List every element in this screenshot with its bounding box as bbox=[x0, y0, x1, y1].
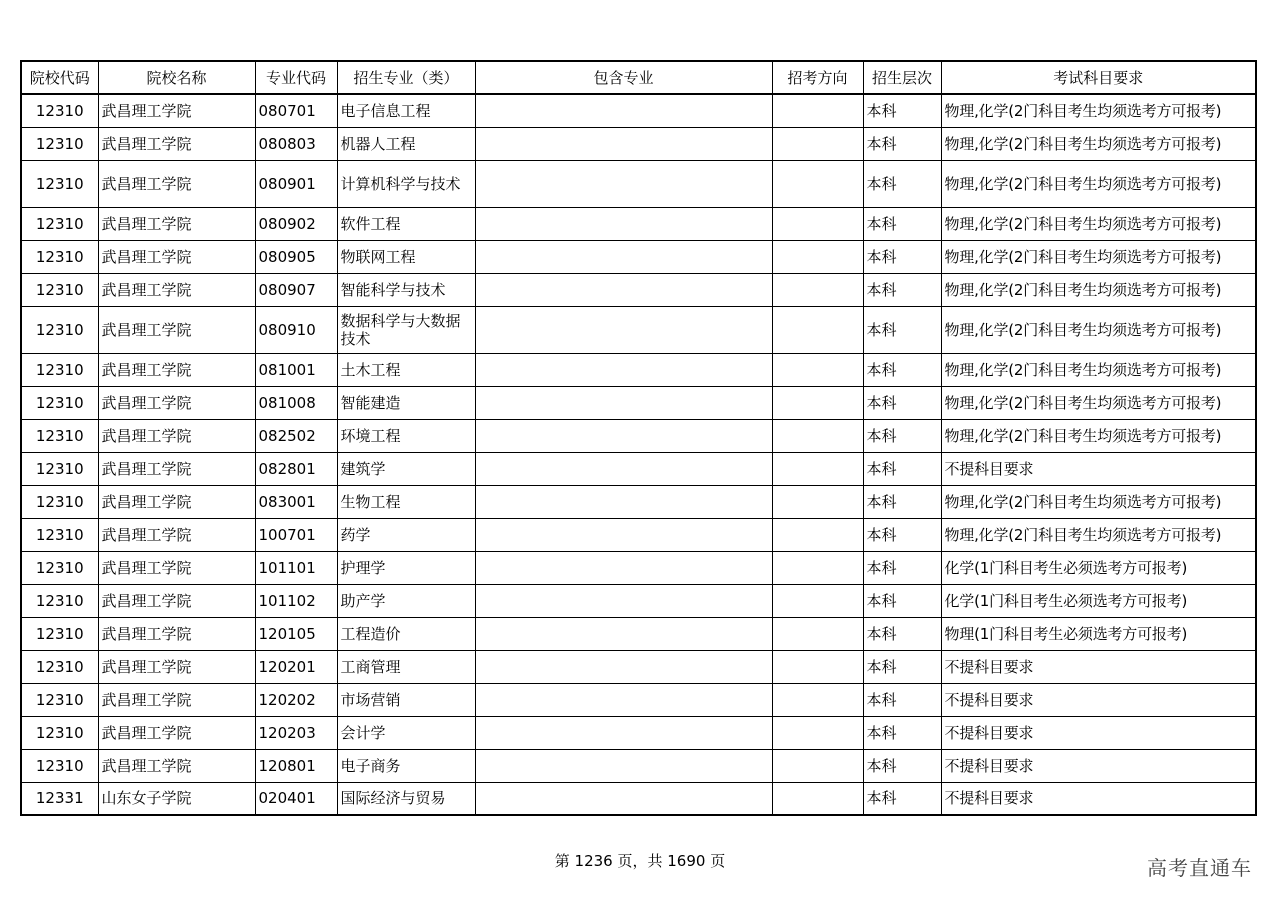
header-requirement: 考试科目要求 bbox=[941, 61, 1256, 94]
cell-school-name: 武昌理工学院 bbox=[98, 683, 255, 716]
cell-included-majors bbox=[475, 353, 772, 386]
cell-school-code: 12310 bbox=[21, 617, 98, 650]
cell-requirement: 物理,化学(2门科目考生均须选考方可报考) bbox=[941, 518, 1256, 551]
cell-requirement: 物理,化学(2门科目考生均须选考方可报考) bbox=[941, 94, 1256, 127]
cell-school-name: 武昌理工学院 bbox=[98, 419, 255, 452]
cell-school-code: 12310 bbox=[21, 386, 98, 419]
cell-requirement: 物理(1门科目考生必须选考方可报考) bbox=[941, 617, 1256, 650]
cell-school-code: 12310 bbox=[21, 240, 98, 273]
cell-school-name: 武昌理工学院 bbox=[98, 386, 255, 419]
cell-level: 本科 bbox=[863, 551, 941, 584]
cell-major-code: 120201 bbox=[255, 650, 337, 683]
cell-direction bbox=[772, 419, 863, 452]
cell-direction bbox=[772, 127, 863, 160]
header-row bbox=[21, 61, 1256, 94]
cell-level: 本科 bbox=[863, 452, 941, 485]
cell-major: 环境工程 bbox=[337, 419, 475, 452]
cell-included-majors bbox=[475, 584, 772, 617]
cell-major: 物联网工程 bbox=[337, 240, 475, 273]
table-row bbox=[21, 749, 1256, 782]
cell-school-name: 武昌理工学院 bbox=[98, 584, 255, 617]
cell-direction bbox=[772, 273, 863, 306]
cell-school-code: 12310 bbox=[21, 650, 98, 683]
cell-direction bbox=[772, 386, 863, 419]
cell-direction bbox=[772, 353, 863, 386]
cell-major-code: 120202 bbox=[255, 683, 337, 716]
table-row bbox=[21, 306, 1256, 353]
cell-school-name: 武昌理工学院 bbox=[98, 551, 255, 584]
cell-requirement: 不提科目要求 bbox=[941, 782, 1256, 815]
cell-requirement: 物理,化学(2门科目考生均须选考方可报考) bbox=[941, 485, 1256, 518]
cell-requirement: 物理,化学(2门科目考生均须选考方可报考) bbox=[941, 306, 1256, 353]
cell-level: 本科 bbox=[863, 485, 941, 518]
header-direction: 招考方向 bbox=[772, 61, 863, 94]
cell-school-code: 12310 bbox=[21, 485, 98, 518]
cell-direction bbox=[772, 240, 863, 273]
cell-included-majors bbox=[475, 518, 772, 551]
cell-direction bbox=[772, 650, 863, 683]
cell-major-code: 020401 bbox=[255, 782, 337, 815]
table-row bbox=[21, 127, 1256, 160]
cell-major-code: 101101 bbox=[255, 551, 337, 584]
cell-school-code: 12310 bbox=[21, 518, 98, 551]
cell-included-majors bbox=[475, 127, 772, 160]
cell-school-code: 12310 bbox=[21, 207, 98, 240]
cell-school-code: 12310 bbox=[21, 551, 98, 584]
table-row bbox=[21, 617, 1256, 650]
table-row bbox=[21, 518, 1256, 551]
cell-requirement: 不提科目要求 bbox=[941, 650, 1256, 683]
cell-included-majors bbox=[475, 160, 772, 207]
cell-major-code: 080902 bbox=[255, 207, 337, 240]
cell-major-code: 080910 bbox=[255, 306, 337, 353]
cell-included-majors bbox=[475, 782, 772, 815]
cell-major: 工商管理 bbox=[337, 650, 475, 683]
cell-level: 本科 bbox=[863, 160, 941, 207]
page-number: 第 1236 页，共 1690 页 bbox=[554, 852, 726, 870]
cell-major: 药学 bbox=[337, 518, 475, 551]
cell-major-code: 081001 bbox=[255, 353, 337, 386]
cell-school-code: 12310 bbox=[21, 419, 98, 452]
table-row bbox=[21, 551, 1256, 584]
cell-school-name: 武昌理工学院 bbox=[98, 749, 255, 782]
cell-major-code: 081008 bbox=[255, 386, 337, 419]
table-row bbox=[21, 240, 1256, 273]
cell-school-code: 12310 bbox=[21, 273, 98, 306]
cell-level: 本科 bbox=[863, 584, 941, 617]
header-school-name: 院校名称 bbox=[98, 61, 255, 94]
cell-major-code: 082502 bbox=[255, 419, 337, 452]
cell-school-code: 12310 bbox=[21, 452, 98, 485]
cell-direction bbox=[772, 94, 863, 127]
cell-direction bbox=[772, 551, 863, 584]
cell-major-code: 120801 bbox=[255, 749, 337, 782]
cell-direction bbox=[772, 683, 863, 716]
cell-requirement: 不提科目要求 bbox=[941, 749, 1256, 782]
cell-requirement: 不提科目要求 bbox=[941, 716, 1256, 749]
cell-major-code: 120105 bbox=[255, 617, 337, 650]
cell-included-majors bbox=[475, 617, 772, 650]
cell-major-code: 080803 bbox=[255, 127, 337, 160]
cell-major: 数据科学与大数据技术 bbox=[337, 306, 475, 353]
table-row bbox=[21, 273, 1256, 306]
table-row bbox=[21, 160, 1256, 207]
cell-level: 本科 bbox=[863, 273, 941, 306]
cell-school-name: 武昌理工学院 bbox=[98, 452, 255, 485]
cell-included-majors bbox=[475, 716, 772, 749]
cell-school-name: 武昌理工学院 bbox=[98, 617, 255, 650]
cell-level: 本科 bbox=[863, 419, 941, 452]
cell-level: 本科 bbox=[863, 782, 941, 815]
cell-included-majors bbox=[475, 306, 772, 353]
cell-school-name: 武昌理工学院 bbox=[98, 485, 255, 518]
cell-school-code: 12310 bbox=[21, 353, 98, 386]
cell-included-majors bbox=[475, 485, 772, 518]
cell-included-majors bbox=[475, 94, 772, 127]
cell-school-code: 12310 bbox=[21, 160, 98, 207]
cell-level: 本科 bbox=[863, 617, 941, 650]
cell-direction bbox=[772, 749, 863, 782]
table-row bbox=[21, 782, 1256, 815]
cell-included-majors bbox=[475, 650, 772, 683]
cell-school-code: 12310 bbox=[21, 306, 98, 353]
cell-requirement: 物理,化学(2门科目考生均须选考方可报考) bbox=[941, 273, 1256, 306]
cell-included-majors bbox=[475, 419, 772, 452]
cell-included-majors bbox=[475, 240, 772, 273]
table-row bbox=[21, 419, 1256, 452]
cell-level: 本科 bbox=[863, 306, 941, 353]
table-row bbox=[21, 207, 1256, 240]
cell-major: 护理学 bbox=[337, 551, 475, 584]
cell-major-code: 080701 bbox=[255, 94, 337, 127]
cell-included-majors bbox=[475, 749, 772, 782]
cell-major: 电子信息工程 bbox=[337, 94, 475, 127]
cell-direction bbox=[772, 207, 863, 240]
cell-level: 本科 bbox=[863, 650, 941, 683]
cell-level: 本科 bbox=[863, 240, 941, 273]
cell-major: 建筑学 bbox=[337, 452, 475, 485]
cell-major: 智能建造 bbox=[337, 386, 475, 419]
table-row bbox=[21, 386, 1256, 419]
cell-school-code: 12310 bbox=[21, 683, 98, 716]
cell-level: 本科 bbox=[863, 353, 941, 386]
cell-requirement: 物理,化学(2门科目考生均须选考方可报考) bbox=[941, 127, 1256, 160]
cell-requirement: 物理,化学(2门科目考生均须选考方可报考) bbox=[941, 386, 1256, 419]
header-level: 招生层次 bbox=[863, 61, 941, 94]
cell-requirement: 化学(1门科目考生必须选考方可报考) bbox=[941, 584, 1256, 617]
cell-requirement: 不提科目要求 bbox=[941, 683, 1256, 716]
cell-included-majors bbox=[475, 452, 772, 485]
cell-direction bbox=[772, 160, 863, 207]
cell-included-majors bbox=[475, 207, 772, 240]
cell-school-name: 武昌理工学院 bbox=[98, 306, 255, 353]
cell-major-code: 082801 bbox=[255, 452, 337, 485]
cell-major-code: 120203 bbox=[255, 716, 337, 749]
table-row bbox=[21, 650, 1256, 683]
cell-major: 助产学 bbox=[337, 584, 475, 617]
cell-school-name: 武昌理工学院 bbox=[98, 353, 255, 386]
table-row bbox=[21, 353, 1256, 386]
cell-major: 机器人工程 bbox=[337, 127, 475, 160]
cell-school-code: 12310 bbox=[21, 584, 98, 617]
cell-major: 会计学 bbox=[337, 716, 475, 749]
cell-direction bbox=[772, 617, 863, 650]
cell-requirement: 物理,化学(2门科目考生均须选考方可报考) bbox=[941, 353, 1256, 386]
cell-major: 国际经济与贸易 bbox=[337, 782, 475, 815]
table-row bbox=[21, 485, 1256, 518]
cell-level: 本科 bbox=[863, 94, 941, 127]
admission-table bbox=[20, 60, 1257, 816]
cell-direction bbox=[772, 584, 863, 617]
cell-major: 计算机科学与技术 bbox=[337, 160, 475, 207]
cell-school-name: 武昌理工学院 bbox=[98, 518, 255, 551]
cell-school-code: 12310 bbox=[21, 716, 98, 749]
cell-major: 土木工程 bbox=[337, 353, 475, 386]
cell-school-name: 武昌理工学院 bbox=[98, 160, 255, 207]
cell-major-code: 080907 bbox=[255, 273, 337, 306]
cell-direction bbox=[772, 485, 863, 518]
header-major: 招生专业（类） bbox=[337, 61, 475, 94]
cell-requirement: 物理,化学(2门科目考生均须选考方可报考) bbox=[941, 160, 1256, 207]
table-row bbox=[21, 452, 1256, 485]
cell-school-name: 武昌理工学院 bbox=[98, 94, 255, 127]
cell-major-code: 101102 bbox=[255, 584, 337, 617]
cell-school-name: 山东女子学院 bbox=[98, 782, 255, 815]
cell-requirement: 物理,化学(2门科目考生均须选考方可报考) bbox=[941, 207, 1256, 240]
cell-level: 本科 bbox=[863, 207, 941, 240]
cell-requirement: 化学(1门科目考生必须选考方可报考) bbox=[941, 551, 1256, 584]
cell-requirement: 物理,化学(2门科目考生均须选考方可报考) bbox=[941, 419, 1256, 452]
cell-level: 本科 bbox=[863, 386, 941, 419]
cell-school-name: 武昌理工学院 bbox=[98, 207, 255, 240]
header-included-majors: 包含专业 bbox=[475, 61, 772, 94]
header-school-code: 院校代码 bbox=[21, 61, 98, 94]
table-row bbox=[21, 584, 1256, 617]
cell-school-code: 12310 bbox=[21, 749, 98, 782]
cell-major-code: 083001 bbox=[255, 485, 337, 518]
table-row bbox=[21, 94, 1256, 127]
cell-major: 智能科学与技术 bbox=[337, 273, 475, 306]
cell-major-code: 080905 bbox=[255, 240, 337, 273]
cell-included-majors bbox=[475, 273, 772, 306]
cell-level: 本科 bbox=[863, 127, 941, 160]
cell-level: 本科 bbox=[863, 716, 941, 749]
table-row bbox=[21, 683, 1256, 716]
cell-school-name: 武昌理工学院 bbox=[98, 240, 255, 273]
cell-level: 本科 bbox=[863, 518, 941, 551]
cell-major-code: 100701 bbox=[255, 518, 337, 551]
cell-school-name: 武昌理工学院 bbox=[98, 127, 255, 160]
cell-major: 软件工程 bbox=[337, 207, 475, 240]
cell-level: 本科 bbox=[863, 749, 941, 782]
cell-school-name: 武昌理工学院 bbox=[98, 650, 255, 683]
cell-requirement: 物理,化学(2门科目考生均须选考方可报考) bbox=[941, 240, 1256, 273]
cell-major: 电子商务 bbox=[337, 749, 475, 782]
cell-direction bbox=[772, 716, 863, 749]
cell-included-majors bbox=[475, 386, 772, 419]
cell-requirement: 不提科目要求 bbox=[941, 452, 1256, 485]
cell-school-code: 12331 bbox=[21, 782, 98, 815]
cell-school-code: 12310 bbox=[21, 94, 98, 127]
cell-direction bbox=[772, 452, 863, 485]
cell-school-name: 武昌理工学院 bbox=[98, 716, 255, 749]
cell-direction bbox=[772, 782, 863, 815]
cell-major: 市场营销 bbox=[337, 683, 475, 716]
cell-direction bbox=[772, 518, 863, 551]
cell-school-name: 武昌理工学院 bbox=[98, 273, 255, 306]
cell-included-majors bbox=[475, 683, 772, 716]
table-body bbox=[21, 94, 1256, 815]
cell-major: 工程造价 bbox=[337, 617, 475, 650]
cell-major: 生物工程 bbox=[337, 485, 475, 518]
cell-direction bbox=[772, 306, 863, 353]
header-major-code: 专业代码 bbox=[255, 61, 337, 94]
cell-included-majors bbox=[475, 551, 772, 584]
cell-school-code: 12310 bbox=[21, 127, 98, 160]
cell-level: 本科 bbox=[863, 683, 941, 716]
table-row bbox=[21, 716, 1256, 749]
watermark: 高考直通车 bbox=[1147, 856, 1252, 880]
cell-major-code: 080901 bbox=[255, 160, 337, 207]
